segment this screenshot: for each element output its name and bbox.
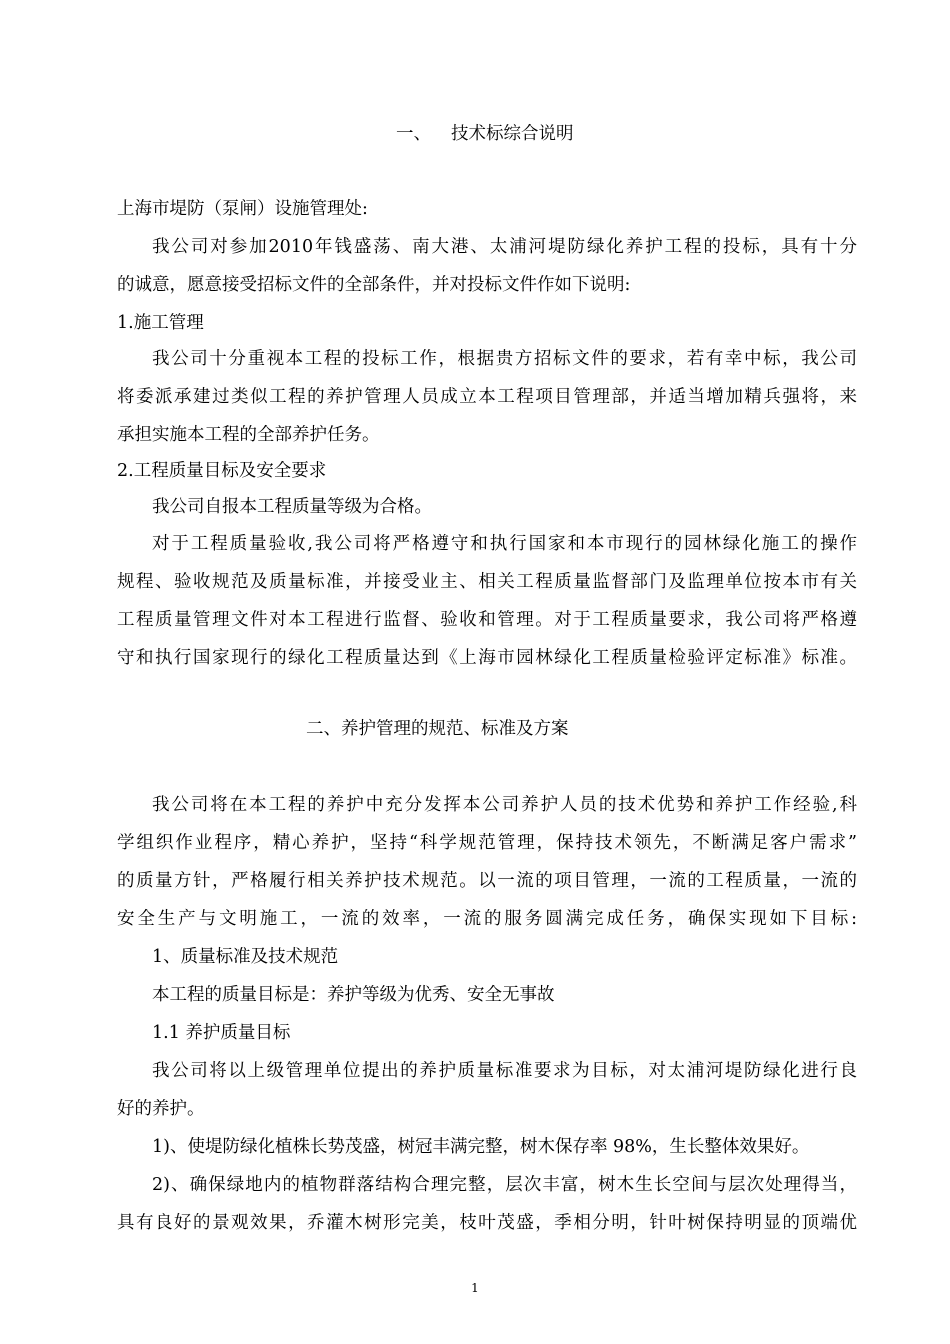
recipient-line: 上海市堤防（泵闸）设施管理处:	[117, 199, 368, 219]
section-title: 2.工程质量目标及安全要求	[117, 461, 327, 481]
paragraph-line: 规程、验收规范及质量标准，并接受业主、相关工程质量监督部门及监理单位按本市有关	[117, 572, 857, 592]
paragraph-line: 安全生产与文明施工，一流的效率，一流的服务圆满完成任务，确保实现如下目标:	[117, 909, 857, 929]
paragraph-line: 我公司自报本工程质量等级为合格。	[152, 497, 432, 517]
paragraph-line: 的质量方针，严格履行相关养护技术规范。以一流的项目管理，一流的工程质量，一流的	[117, 871, 857, 891]
paragraph-line: 本工程的质量目标是：养护等级为优秀、安全无事故	[152, 985, 555, 1005]
paragraph-line: 承担实施本工程的全部养护任务。	[117, 425, 380, 445]
paragraph-line: 好的养护。	[117, 1099, 205, 1119]
section-title: 1.施工管理	[117, 313, 204, 333]
heading-1-number: 一、	[396, 124, 431, 144]
list-item: 2)、确保绿地内的植物群落结构合理完整，层次丰富，树木生长空间与层次处理得当，	[152, 1175, 857, 1195]
paragraph-line: 具有良好的景观效果，乔灌木树形完美，枝叶茂盛，季相分明，针叶树保持明显的顶端优	[117, 1213, 857, 1233]
paragraph-line: 我公司十分重视本工程的投标工作，根据贵方招标文件的要求，若有幸中标，我公司	[152, 349, 857, 369]
subsection-title: 1.1 养护质量目标	[152, 1023, 291, 1043]
page-number: 1	[471, 1281, 479, 1295]
paragraph-line: 学组织作业程序，精心养护，坚持“科学规范管理，保持技术领先，不断满足客户需求”	[117, 833, 857, 853]
paragraph-line: 将委派承建过类似工程的养护管理人员成立本工程项目管理部，并适当增加精兵强将，来	[117, 387, 857, 407]
paragraph-line: 守和执行国家现行的绿化工程质量达到《上海市园林绿化工程质量检验评定标准》标准。	[117, 648, 857, 668]
paragraph-line: 我公司对参加2010年钱盛荡、南大港、太浦河堤防绿化养护工程的投标，具有十分	[152, 237, 857, 257]
list-item: 1)、使堤防绿化植株长势茂盛，树冠丰满完整，树木保存率 98%，生长整体效果好。	[152, 1137, 810, 1157]
paragraph-line: 的诚意，愿意接受招标文件的全部条件，并对投标文件作如下说明:	[117, 275, 631, 295]
paragraph-line: 我公司将在本工程的养护中充分发挥本公司养护人员的技术优势和养护工作经验,科	[152, 795, 857, 815]
paragraph-line: 工程质量管理文件对本工程进行监督、验收和管理。对于工程质量要求，我公司将严格遵	[117, 610, 857, 630]
heading-2: 二、养护管理的规范、标准及方案	[306, 719, 569, 739]
paragraph-line: 我公司将以上级管理单位提出的养护质量标准要求为目标，对太浦河堤防绿化进行良	[152, 1061, 857, 1081]
paragraph-line: 对于工程质量验收,我公司将严格遵守和执行国家和本市现行的园林绿化施工的操作	[152, 534, 857, 554]
subsection-title: 1、质量标准及技术规范	[152, 947, 339, 967]
heading-1-title: 技术标综合说明	[451, 124, 574, 144]
